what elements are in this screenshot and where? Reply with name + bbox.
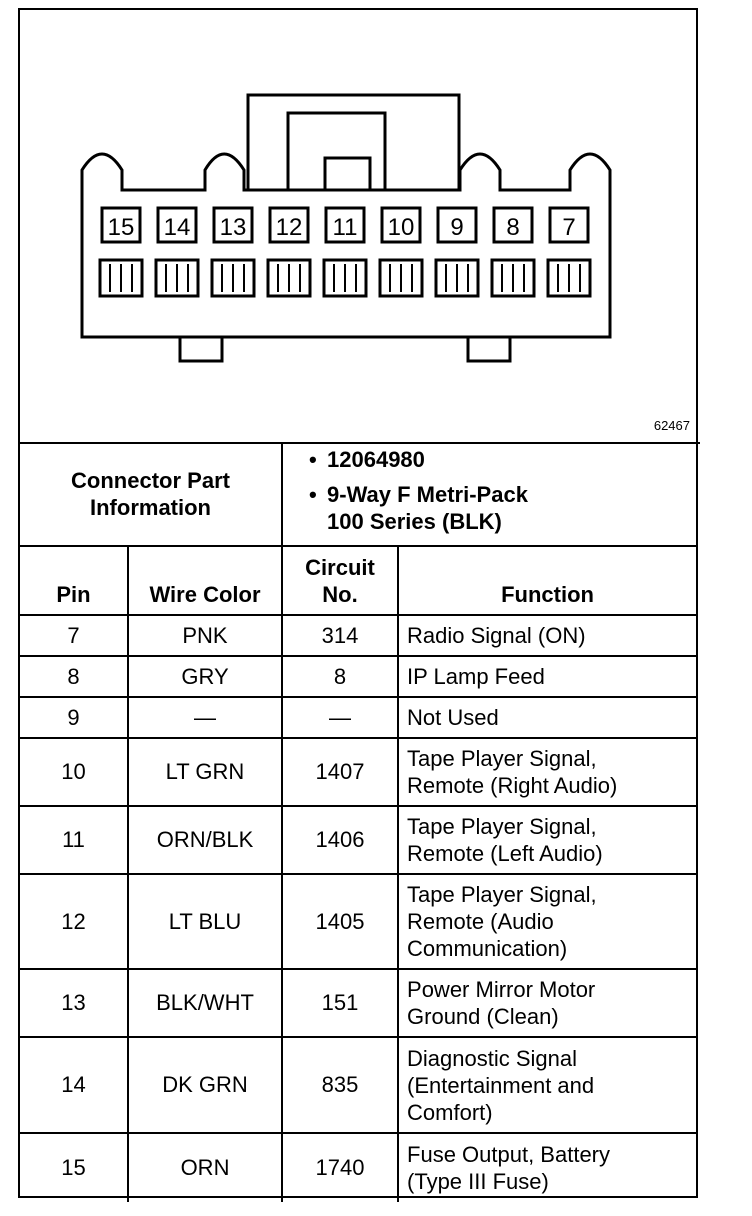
pin-number-label: 9 [450,214,464,241]
bottom-tab-right [468,337,510,361]
pin-number-label: 15 [107,214,135,241]
connector-latch [248,95,459,190]
header-pin: Pin [20,546,128,615]
circuit-cell: 835 [282,1037,398,1133]
table-row [20,656,696,697]
table-row [20,1037,696,1133]
table-row [20,969,696,1037]
wire-color-cell: ORN [128,1133,282,1202]
pin-cell: 7 [20,615,128,656]
pin-number-label: 7 [562,214,576,241]
wire-color-cell: DK GRN [128,1037,282,1133]
bottom-tab-left [180,337,222,361]
function-cell: Not Used [398,697,696,738]
wire-color-cell: LT GRN [128,738,282,806]
connector-info-list [291,446,688,535]
connector-info-row [20,442,696,546]
connector-drawing [20,10,696,440]
wire-color-cell: LT BLU [128,874,282,969]
pin-cell: 8 [20,656,128,697]
connector-info-cell [282,442,696,546]
pin-cell: 13 [20,969,128,1037]
function-cell: Diagnostic Signal (Entertainment and Comfort) [398,1037,696,1133]
table-row [20,697,696,738]
table-row [20,738,696,806]
connector-info-label: Connector Part Information [20,442,282,546]
function-cell: Power Mirror Motor Ground (Clean) [398,969,696,1037]
circuit-cell: 8 [282,656,398,697]
pin-cell: 11 [20,806,128,874]
circuit-cell: 314 [282,615,398,656]
connector-sheet [18,8,698,1198]
connector-diagram [20,10,700,444]
circuit-cell: 1740 [282,1133,398,1202]
table-row [20,874,696,969]
pinout-table [20,442,696,1202]
circuit-cell: 1405 [282,874,398,969]
wire-color-cell: BLK/WHT [128,969,282,1037]
table-header-row [20,546,696,615]
pin-number-label: 13 [219,214,247,241]
header-circuit: Circuit No. [282,546,398,615]
wire-color-cell: GRY [128,656,282,697]
header-wire-color: Wire Color [128,546,282,615]
part-number: • 12064980 [327,446,688,473]
pin-cell: 9 [20,697,128,738]
pin-number-label: 8 [506,214,520,241]
pin-cell: 15 [20,1133,128,1202]
connector-type: • 9-Way F Metri-Pack 100 Series (BLK) [327,481,688,535]
pin-cell: 12 [20,874,128,969]
circuit-cell: 1407 [282,738,398,806]
table-row [20,615,696,656]
pin-cell: 14 [20,1037,128,1133]
wire-color-cell: — [128,697,282,738]
function-cell: Tape Player Signal, Remote (Right Audio) [398,738,696,806]
pin-number-label: 11 [332,214,358,241]
pin-number-label: 14 [163,214,191,241]
circuit-cell: 151 [282,969,398,1037]
figure-id: 62467 [653,418,690,433]
header-function: Function [398,546,696,615]
wire-color-cell: PNK [128,615,282,656]
function-cell: Radio Signal (ON) [398,615,696,656]
pin-number-label: 10 [387,214,415,241]
circuit-cell: — [282,697,398,738]
pin-cell: 10 [20,738,128,806]
wire-color-cell: ORN/BLK [128,806,282,874]
table-row [20,1133,696,1202]
function-cell: Tape Player Signal, Remote (Left Audio) [398,806,696,874]
function-cell: Tape Player Signal, Remote (Audio Communication) [398,874,696,969]
pin-number-label: 12 [275,214,303,241]
function-cell: IP Lamp Feed [398,656,696,697]
table-row [20,806,696,874]
function-cell: Fuse Output, Battery (Type III Fuse) [398,1133,696,1202]
circuit-cell: 1406 [282,806,398,874]
